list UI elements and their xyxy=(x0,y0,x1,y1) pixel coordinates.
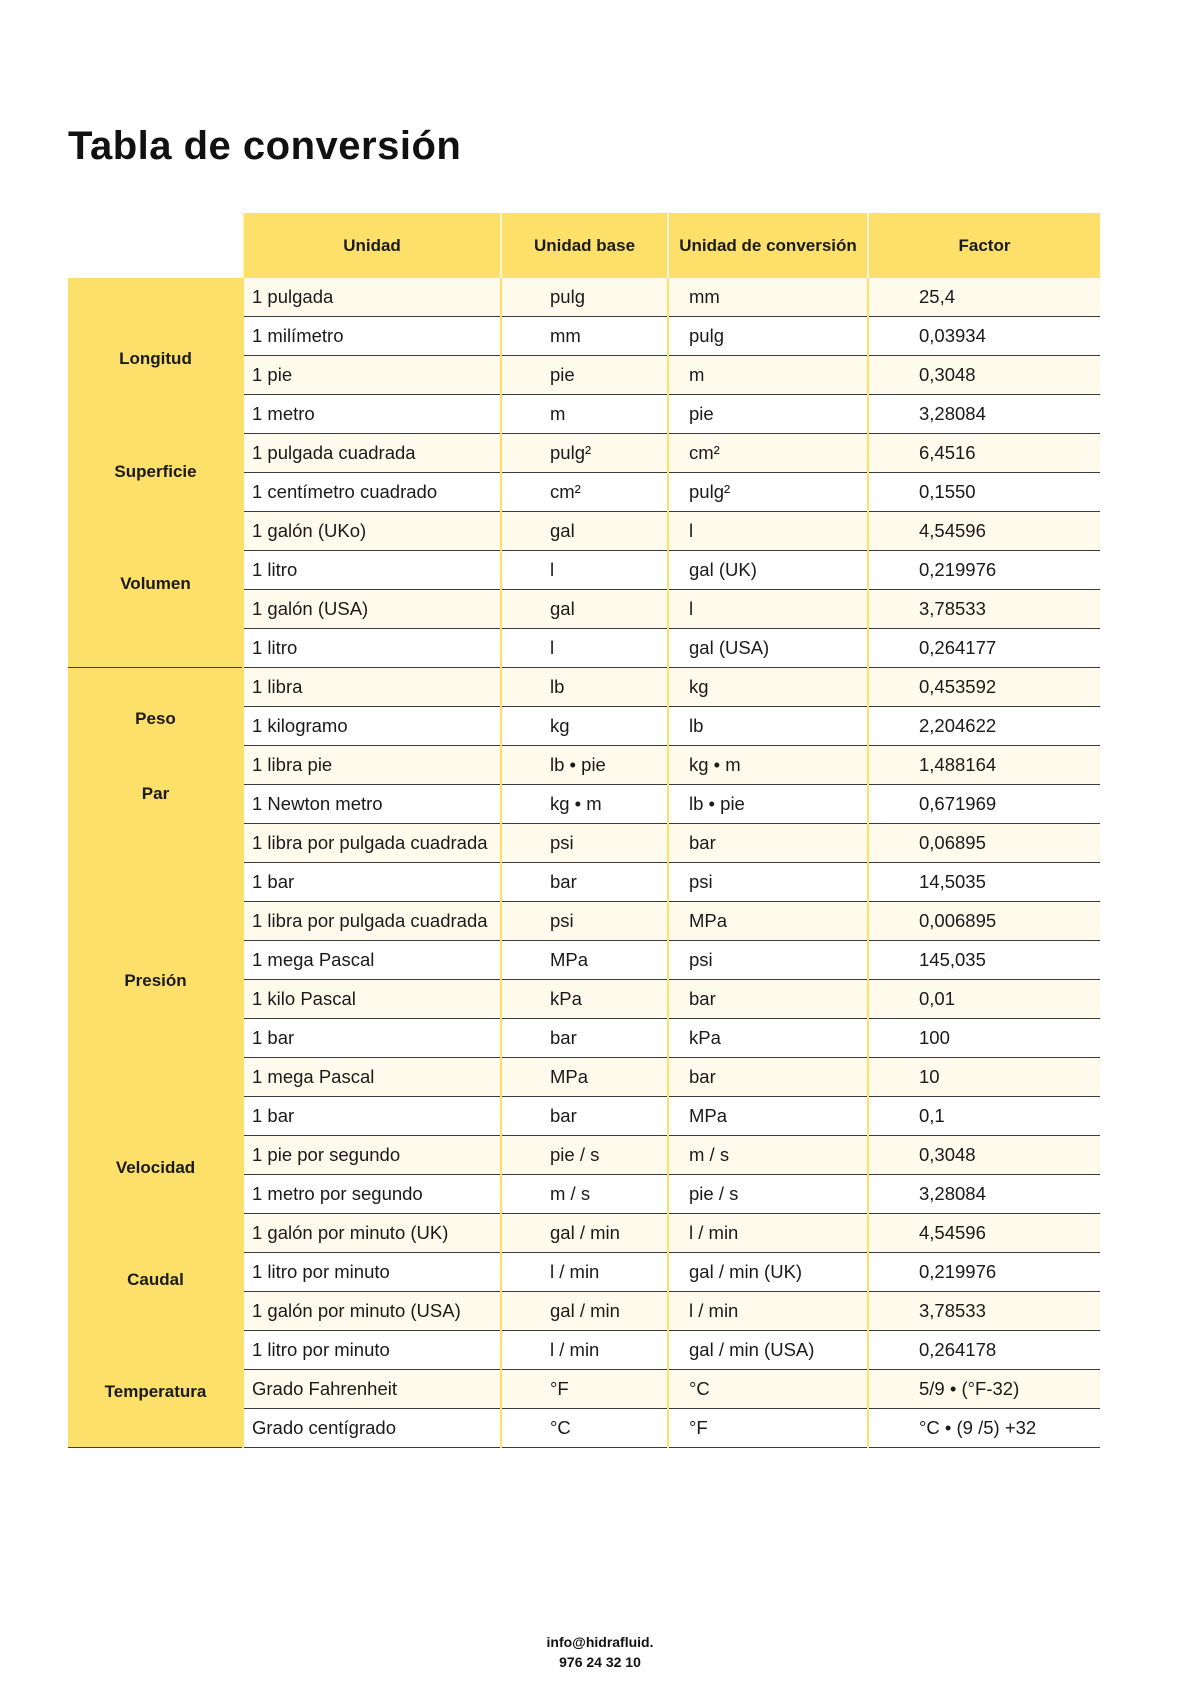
cell-factor: 0,06895 xyxy=(868,824,1100,863)
cell-conv: lb xyxy=(668,707,868,746)
cell-conv: lb • pie xyxy=(668,785,868,824)
category-peso: Peso xyxy=(135,708,176,728)
cell-base: l / min xyxy=(501,1331,668,1370)
cell-unit: 1 pie por segundo xyxy=(243,1136,501,1175)
cell-base: pulg² xyxy=(501,434,668,473)
cell-base: l xyxy=(501,551,668,590)
cell-base: bar xyxy=(501,863,668,902)
footer-phone: 976 24 32 10 xyxy=(559,1654,641,1670)
cell-factor: 2,204622 xyxy=(868,707,1100,746)
cell-base: psi xyxy=(501,824,668,863)
cell-base: lb • pie xyxy=(501,746,668,785)
cell-unit: 1 mega Pascal xyxy=(243,1058,501,1097)
cell-factor: 0,3048 xyxy=(868,356,1100,395)
cell-base: m / s xyxy=(501,1175,668,1214)
cell-conv: gal (UK) xyxy=(668,551,868,590)
header-unidad-conversion: Unidad de conversión xyxy=(668,213,868,278)
cell-factor: 0,006895 xyxy=(868,902,1100,941)
cell-base: l / min xyxy=(501,1253,668,1292)
cell-unit: 1 kilogramo xyxy=(243,707,501,746)
cell-factor: °C • (9 /5) +32 xyxy=(868,1409,1100,1448)
conversion-table xyxy=(68,213,1100,1448)
category-volumen: Volumen xyxy=(120,573,191,593)
cell-conv: gal (USA) xyxy=(668,629,868,668)
table-header-row xyxy=(68,213,1100,278)
cell-unit: 1 litro xyxy=(243,551,501,590)
cell-base: lb xyxy=(501,668,668,707)
cell-conv: psi xyxy=(668,941,868,980)
cell-conv: m / s xyxy=(668,1136,868,1175)
cell-conv: gal / min (USA) xyxy=(668,1331,868,1370)
cell-factor: 6,4516 xyxy=(868,434,1100,473)
cell-base: bar xyxy=(501,1019,668,1058)
cell-conv: kPa xyxy=(668,1019,868,1058)
cell-base: gal xyxy=(501,590,668,629)
cell-conv: l / min xyxy=(668,1292,868,1331)
category-longitud: Longitud xyxy=(119,348,192,368)
cell-base: psi xyxy=(501,902,668,941)
cell-base: °F xyxy=(501,1370,668,1409)
cell-factor: 25,4 xyxy=(868,278,1100,317)
cell-conv: pulg xyxy=(668,317,868,356)
cell-factor: 3,28084 xyxy=(868,1175,1100,1214)
cell-base: pie xyxy=(501,356,668,395)
table-row xyxy=(68,278,1100,317)
cell-factor: 4,54596 xyxy=(868,1214,1100,1253)
cell-conv: pulg² xyxy=(668,473,868,512)
cell-conv: psi xyxy=(668,863,868,902)
cell-conv: l / min xyxy=(668,1214,868,1253)
cell-base: MPa xyxy=(501,1058,668,1097)
cell-factor: 1,488164 xyxy=(868,746,1100,785)
cell-conv: pie xyxy=(668,395,868,434)
page-title: Tabla de conversión xyxy=(68,124,462,168)
cell-base: °C xyxy=(501,1409,668,1448)
cell-conv: MPa xyxy=(668,902,868,941)
cell-factor: 0,219976 xyxy=(868,1253,1100,1292)
cell-unit: 1 kilo Pascal xyxy=(243,980,501,1019)
cell-base: gal / min xyxy=(501,1214,668,1253)
cell-unit: 1 metro xyxy=(243,395,501,434)
cell-unit: 1 pulgada cuadrada xyxy=(243,434,501,473)
cell-factor: 0,671969 xyxy=(868,785,1100,824)
header-blank xyxy=(68,213,243,278)
cell-conv: pie / s xyxy=(668,1175,868,1214)
cell-factor: 0,3048 xyxy=(868,1136,1100,1175)
cell-unit: 1 Newton metro xyxy=(243,785,501,824)
category-presion: Presión xyxy=(124,970,187,990)
cell-factor: 3,78533 xyxy=(868,590,1100,629)
cell-factor: 0,01 xyxy=(868,980,1100,1019)
cell-factor: 0,03934 xyxy=(868,317,1100,356)
cell-unit: 1 litro xyxy=(243,629,501,668)
cell-unit: 1 bar xyxy=(243,1019,501,1058)
cell-conv: bar xyxy=(668,980,868,1019)
cell-conv: MPa xyxy=(668,1097,868,1136)
cell-base: pie / s xyxy=(501,1136,668,1175)
cell-unit: 1 libra pie xyxy=(243,746,501,785)
cell-unit: 1 milímetro xyxy=(243,317,501,356)
cell-conv: kg xyxy=(668,668,868,707)
cell-unit: 1 bar xyxy=(243,1097,501,1136)
cell-factor: 0,1 xyxy=(868,1097,1100,1136)
category-group-2 xyxy=(68,668,243,1448)
cell-base: l xyxy=(501,629,668,668)
cell-base: cm² xyxy=(501,473,668,512)
cell-unit: 1 galón (UKo) xyxy=(243,512,501,551)
cell-conv: °C xyxy=(668,1370,868,1409)
cell-conv: °F xyxy=(668,1409,868,1448)
cell-unit: 1 libra por pulgada cuadrada xyxy=(243,824,501,863)
cell-factor: 4,54596 xyxy=(868,512,1100,551)
cell-unit: 1 metro por segundo xyxy=(243,1175,501,1214)
header-unidad: Unidad xyxy=(243,213,501,278)
cell-factor: 0,264178 xyxy=(868,1331,1100,1370)
cell-unit: 1 litro por minuto xyxy=(243,1253,501,1292)
cell-factor: 10 xyxy=(868,1058,1100,1097)
cell-conv: bar xyxy=(668,824,868,863)
cell-base: m xyxy=(501,395,668,434)
cell-base: kg xyxy=(501,707,668,746)
footer-email[interactable]: info@hidrafluid. xyxy=(546,1634,654,1650)
cell-base: pulg xyxy=(501,278,668,317)
category-par: Par xyxy=(141,783,170,803)
cell-unit: 1 pie xyxy=(243,356,501,395)
cell-conv: m xyxy=(668,356,868,395)
cell-base: mm xyxy=(501,317,668,356)
cell-factor: 5/9 • (°F-32) xyxy=(868,1370,1100,1409)
cell-factor: 100 xyxy=(868,1019,1100,1058)
header-factor: Factor xyxy=(868,213,1100,278)
cell-conv: mm xyxy=(668,278,868,317)
cell-factor: 0,1550 xyxy=(868,473,1100,512)
cell-unit: 1 libra por pulgada cuadrada xyxy=(243,902,501,941)
cell-base: kPa xyxy=(501,980,668,1019)
cell-unit: 1 galón por minuto (USA) xyxy=(243,1292,501,1331)
cell-base: bar xyxy=(501,1097,668,1136)
cell-base: gal / min xyxy=(501,1292,668,1331)
cell-unit: 1 libra xyxy=(243,668,501,707)
category-caudal: Caudal xyxy=(127,1269,184,1289)
cell-conv: cm² xyxy=(668,434,868,473)
category-group-1 xyxy=(68,278,243,668)
cell-conv: kg • m xyxy=(668,746,868,785)
cell-conv: l xyxy=(668,512,868,551)
cell-conv: gal / min (UK) xyxy=(668,1253,868,1292)
footer-contact xyxy=(0,1632,1200,1672)
category-temperatura: Temperatura xyxy=(104,1381,207,1401)
cell-factor: 3,78533 xyxy=(868,1292,1100,1331)
cell-factor: 3,28084 xyxy=(868,395,1100,434)
cell-base: kg • m xyxy=(501,785,668,824)
cell-factor: 0,453592 xyxy=(868,668,1100,707)
cell-base: gal xyxy=(501,512,668,551)
cell-factor: 145,035 xyxy=(868,941,1100,980)
cell-unit: Grado Fahrenheit xyxy=(243,1370,501,1409)
cell-factor: 0,264177 xyxy=(868,629,1100,668)
cell-factor: 0,219976 xyxy=(868,551,1100,590)
cell-unit: 1 pulgada xyxy=(243,278,501,317)
header-unidad-base: Unidad base xyxy=(501,213,668,278)
cell-unit: 1 centímetro cuadrado xyxy=(243,473,501,512)
cell-unit: 1 litro por minuto xyxy=(243,1331,501,1370)
cell-factor: 14,5035 xyxy=(868,863,1100,902)
cell-conv: l xyxy=(668,590,868,629)
cell-conv: bar xyxy=(668,1058,868,1097)
table-row xyxy=(68,668,1100,707)
category-superficie: Superficie xyxy=(114,461,197,481)
cell-unit: 1 galón por minuto (UK) xyxy=(243,1214,501,1253)
cell-unit: 1 bar xyxy=(243,863,501,902)
cell-unit: 1 galón (USA) xyxy=(243,590,501,629)
cell-unit: 1 mega Pascal xyxy=(243,941,501,980)
cell-base: MPa xyxy=(501,941,668,980)
category-velocidad: Velocidad xyxy=(115,1157,196,1177)
cell-unit: Grado centígrado xyxy=(243,1409,501,1448)
